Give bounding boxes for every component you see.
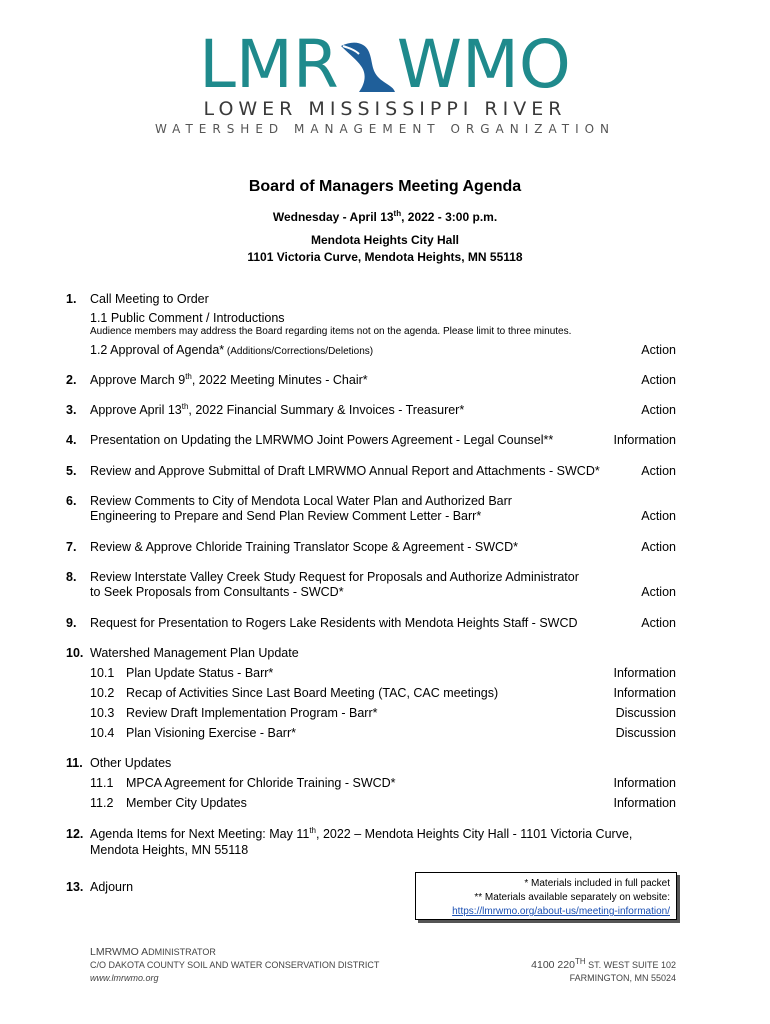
subitem-text: Member City Updates [126, 796, 247, 810]
footer-website[interactable]: www.lmrwmo.org [90, 973, 159, 983]
item-text: Call Meeting to Order [90, 292, 209, 306]
subitem-number: 11.2 [90, 796, 114, 810]
item-number: 3. [66, 403, 77, 417]
item-text: Engineering to Prepare and Send Plan Review Comment Letter - Barr* [90, 509, 482, 523]
item-text: Approve April 13th, 2022 Financial Summary & Invoices - Treasurer* [90, 401, 465, 417]
item-action: Information [613, 666, 676, 680]
item-number: 6. [66, 494, 77, 508]
item-action: Action [641, 403, 676, 417]
item-action: Information [613, 796, 676, 810]
meeting-venue: Mendota Heights City Hall [310, 233, 459, 247]
subitem-text: Plan Visioning Exercise - Barr* [126, 726, 296, 740]
footer-street: 4100 220TH ST. WEST SUITE 102 [531, 957, 676, 971]
logo-text-left: LMR [199, 26, 339, 103]
item-number: 1. [66, 292, 77, 306]
meeting-date: Wednesday - April 13th, 2022 - 3:00 p.m. [272, 209, 498, 224]
item-number: 2. [66, 373, 77, 387]
materials-note-box [415, 872, 677, 920]
item-text: Other Updates [90, 756, 172, 770]
item-note: Audience members may address the Board regarding items not on the agenda. Please limit to three minutes. [90, 326, 572, 337]
subitem-number: 10.3 [90, 706, 115, 720]
subitem-number: 10.4 [90, 726, 115, 740]
subitem-number: 10.2 [90, 686, 115, 700]
item-number: 8. [66, 570, 77, 584]
subitem-number: 11.1 [90, 776, 114, 790]
item-text: Review Comments to City of Mendota Local Water Plan and Authorized Barr [90, 494, 512, 508]
item-text: Presentation on Updating the LMRWMO Joint Powers Agreement - Legal Counsel** [90, 433, 554, 447]
item-action: Action [641, 540, 676, 554]
item-action: Information [613, 686, 676, 700]
item-action: Action [641, 343, 676, 357]
subitem-text: MPCA Agreement for Chloride Training - SWCD* [126, 776, 396, 790]
item-action: Information [613, 433, 676, 447]
item-text: Adjourn [90, 880, 134, 894]
item-number: 4. [66, 433, 77, 447]
meeting-info-link[interactable]: https://lmrwmo.org/about-us/meeting-information/ [452, 906, 670, 917]
item-action: Action [641, 373, 676, 387]
subitem-number: 10.1 [90, 666, 115, 680]
logo-tagline: WATERSHED MANAGEMENT ORGANIZATION [154, 122, 616, 136]
item-action: Information [613, 776, 676, 790]
footer-district: C/O DAKOTA COUNTY SOIL AND WATER CONSERVATION DISTRICT [90, 960, 380, 970]
logo-subtitle: LOWER MISSISSIPPI RIVER [203, 98, 567, 120]
item-text: Request for Presentation to Rogers Lake Residents with Mendota Heights Staff - SWCD [90, 616, 578, 630]
footer-org: LMRWMO ADMINISTRATOR [90, 946, 216, 958]
item-action: Action [641, 464, 676, 478]
item-text: Approve March 9th, 2022 Meeting Minutes - Chair* [90, 371, 368, 387]
footer-left [90, 946, 379, 985]
item-action: Action [641, 509, 676, 523]
item-text: 1.1 Public Comment / Introductions [90, 311, 285, 325]
item-action: Discussion [615, 706, 676, 720]
item-number: 5. [66, 464, 77, 478]
item-text: Review and Approve Submittal of Draft LMRWMO Annual Report and Attachments - SWCD* [90, 464, 600, 478]
item-number: 10. [66, 646, 84, 660]
item-action: Discussion [615, 726, 676, 740]
note-line: * Materials included in full packet [524, 878, 670, 889]
note-line: ** Materials available separately on website: [474, 892, 670, 903]
item-text: to Seek Proposals from Consultants - SWCD* [90, 585, 344, 599]
meeting-address: 1101 Victoria Curve, Mendota Heights, MN 55118 [247, 250, 523, 264]
item-text: Agenda Items for Next Meeting: May 11th, 2022 – Mendota Heights City Hall - 1101 Victoria Curve, [90, 825, 633, 841]
item-text: 1.2 Approval of Agenda* (Additions/Corrections/Deletions) [90, 343, 374, 357]
logo-text-right: WMO [396, 26, 571, 103]
item-number: 12. [66, 827, 84, 841]
subitem-text: Review Draft Implementation Program - Barr* [126, 706, 378, 720]
subitem-text: Plan Update Status - Barr* [126, 666, 274, 680]
item-text: Mendota Heights, MN 55118 [90, 843, 249, 857]
item-action: Action [641, 585, 676, 599]
item-text: Review & Approve Chloride Training Translator Scope & Agreement - SWCD* [90, 540, 518, 554]
item-number: 9. [66, 616, 77, 630]
item-text: Review Interstate Valley Creek Study Request for Proposals and Authorize Administrator [90, 570, 579, 584]
heron-icon [339, 36, 397, 94]
footer-city: FARMINGTON, MN 55024 [569, 973, 676, 983]
logo [0, 26, 770, 103]
item-number: 7. [66, 540, 77, 554]
item-action: Action [641, 616, 676, 630]
item-text: Watershed Management Plan Update [90, 646, 299, 660]
item-number: 13. [66, 880, 84, 894]
item-number: 11. [66, 756, 83, 770]
footer-right [531, 959, 676, 985]
subitem-text: Recap of Activities Since Last Board Meeting (TAC, CAC meetings) [126, 686, 499, 700]
page-title: Board of Managers Meeting Agenda [248, 178, 522, 195]
